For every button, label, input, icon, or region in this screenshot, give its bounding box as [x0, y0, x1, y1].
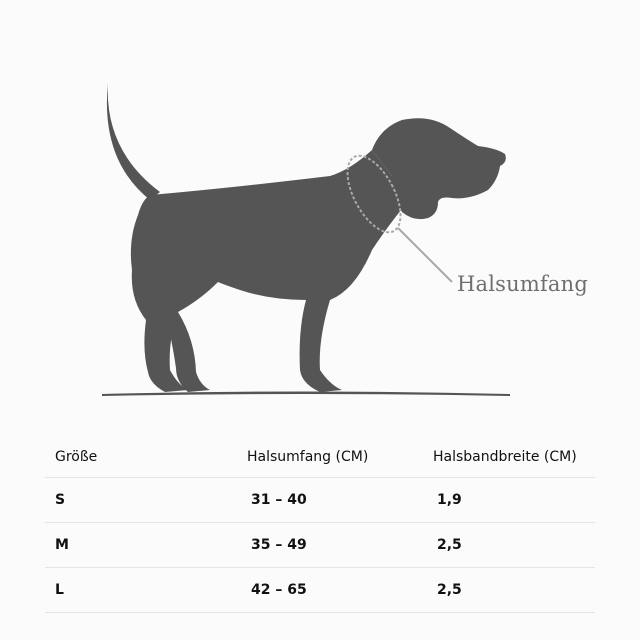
table-row [45, 568, 595, 613]
table-row [45, 523, 595, 568]
cell-neck-girth: 42 – 65 [247, 568, 433, 613]
cell-collar-width: 2,5 [433, 523, 595, 568]
header-size: Größe [55, 449, 98, 465]
header-neck-girth: Halsumfang (CM) [247, 449, 369, 465]
ground-line [102, 392, 510, 397]
cell-neck-girth: 31 – 40 [247, 478, 433, 523]
cell-neck-girth: 35 – 49 [247, 523, 433, 568]
cell-collar-width: 2,5 [433, 568, 595, 613]
cell-size: S [45, 478, 247, 523]
pointer-line [398, 228, 452, 282]
table-row [45, 478, 595, 523]
dog-tail [107, 82, 160, 200]
measure-label: Halsumfang [457, 272, 589, 296]
header-collar-width: Halsbandbreite (CM) [433, 449, 577, 465]
cell-collar-width: 1,9 [433, 478, 595, 523]
dog-body [131, 150, 405, 392]
table-header-row [45, 437, 595, 478]
cell-size: L [45, 568, 247, 613]
size-table [45, 437, 595, 613]
cell-size: M [45, 523, 247, 568]
